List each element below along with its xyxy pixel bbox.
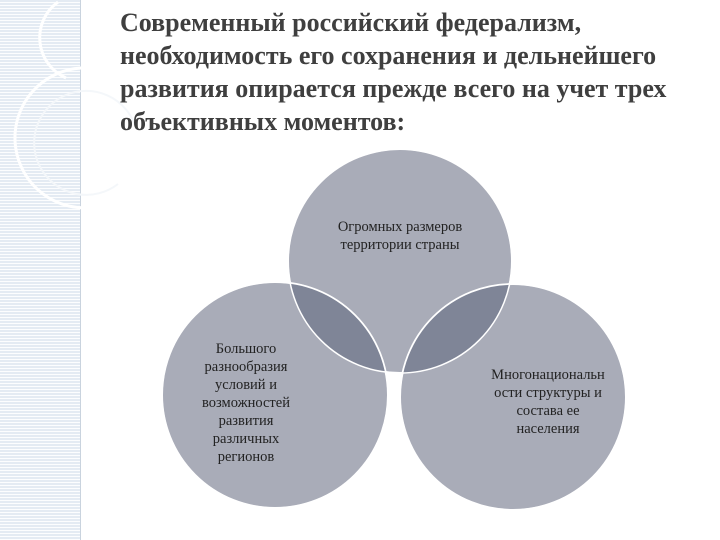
circle-left-label: Большого разнообразия условий и возможностей развития различных регионов bbox=[202, 341, 290, 465]
circle-right-label: Многонациональн ости структуры и состава ее населения bbox=[491, 367, 605, 437]
circle-top-label: Огромных размеров территории страны bbox=[337, 219, 463, 253]
slide-title: Современный российский федерализм, необходимость его сохранения и дельнейшего развития опирается прежде всего на учет трех объективных моментов: bbox=[120, 8, 667, 136]
